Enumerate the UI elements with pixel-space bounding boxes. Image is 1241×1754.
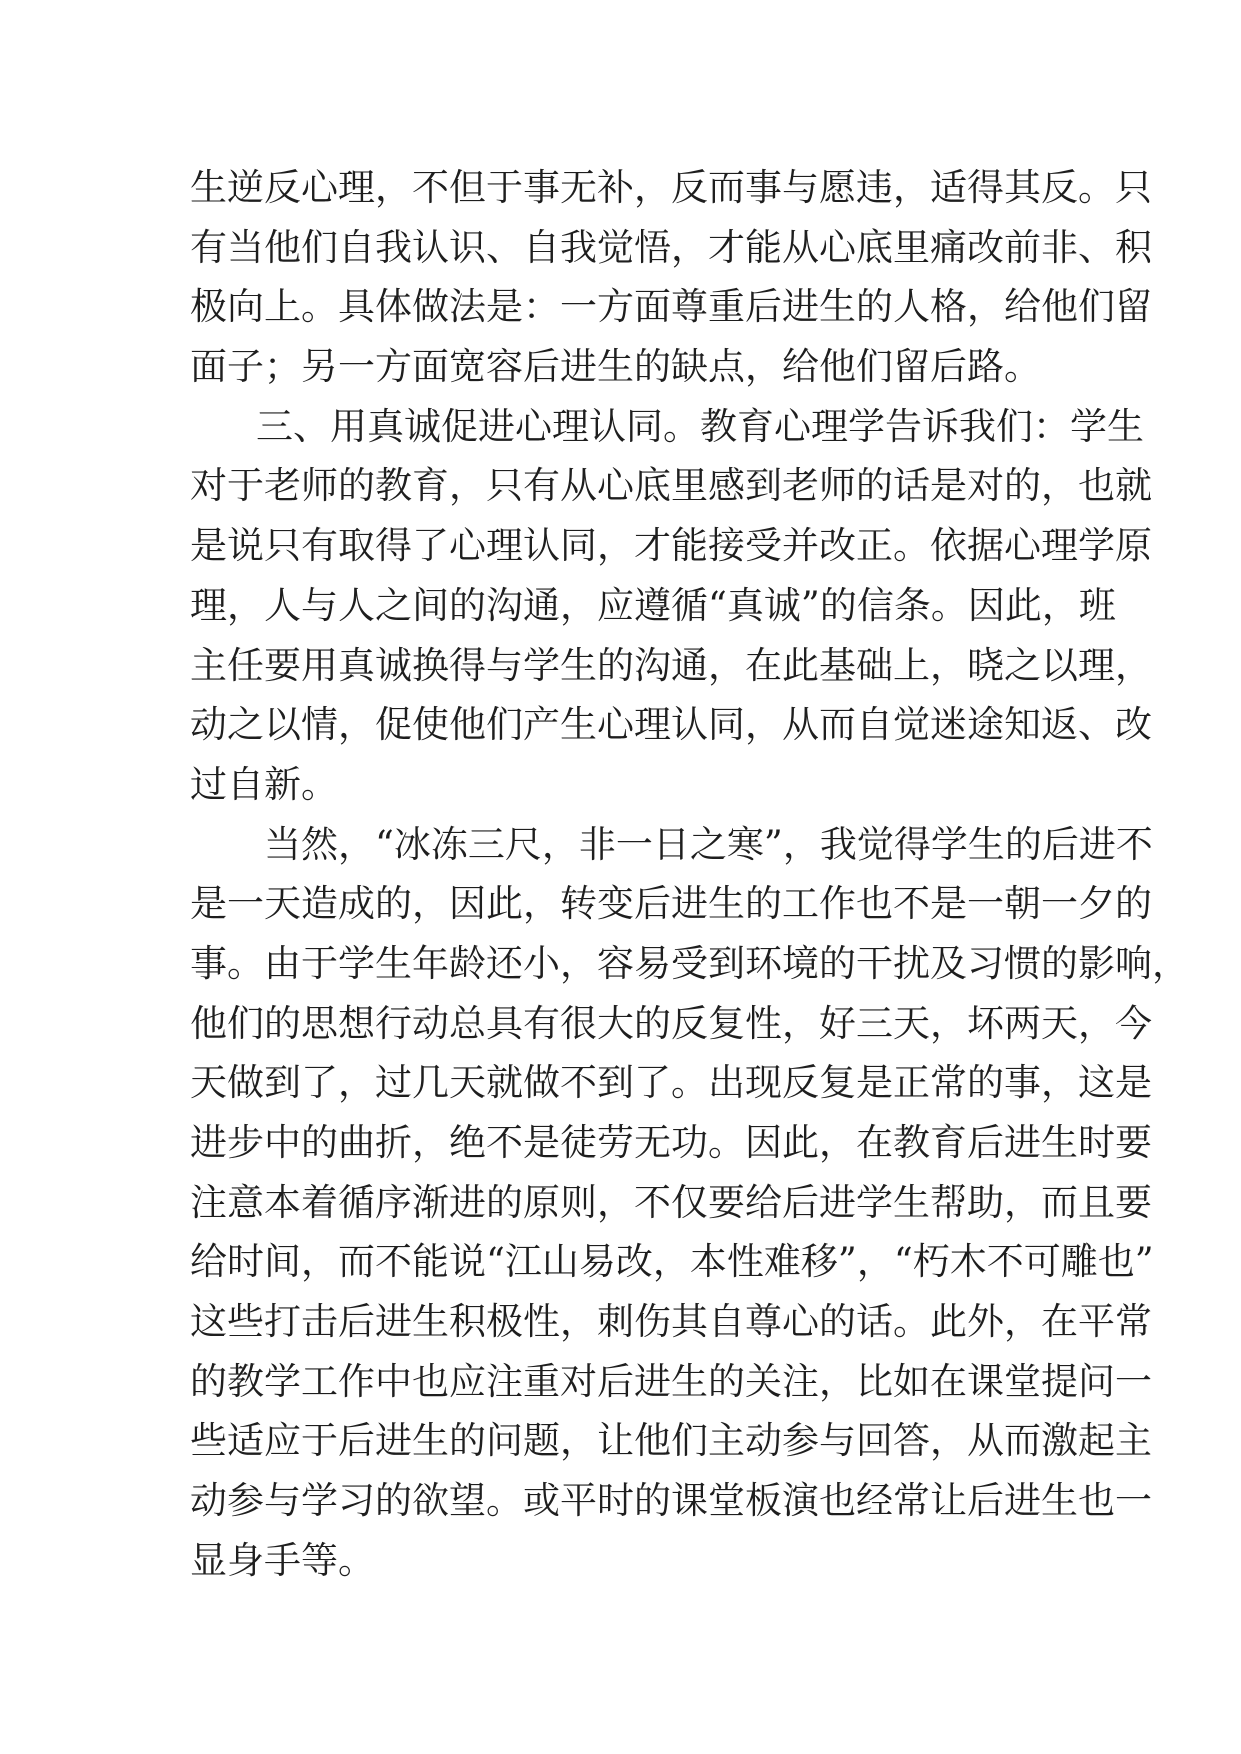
text-line: 显身手等。 [190, 1538, 375, 1582]
text-line: 对于老师的教育，只有从心底里感到老师的话是对的，也就 [190, 464, 1152, 508]
text-line: 天做到了，过几天就做不到了。出现反复是正常的事，这是 [190, 1061, 1152, 1105]
text-line: 动参与学习的欲望。或平时的课堂板演也经常让后进生也一 [190, 1479, 1152, 1523]
text-line: 生逆反心理，不但于事无补，反而事与愿违，适得其反。只 [190, 166, 1152, 209]
text-line: 他们的思想行动总具有很大的反复性，好三天，坏两天，今 [190, 1001, 1152, 1045]
text-line: 事。由于学生年龄还小，容易受到环境的干扰及习惯的影响， [190, 941, 1189, 985]
text-line: 是一天造成的，因此，转变后进生的工作也不是一朝一夕的 [190, 882, 1152, 926]
text-line: 进步中的曲折，绝不是徒劳无功。因此，在教育后进生时要 [190, 1121, 1152, 1164]
text-line: 有当他们自我认识、自我觉悟，才能从心底里痛改前非、积 [190, 225, 1152, 269]
text-line: 过自新。 [190, 762, 338, 806]
text-line: 的教学工作中也应注重对后进生的关注，比如在课堂提问一 [190, 1359, 1152, 1403]
paragraph-first-line: 当然，“冰冻三尺，非一日之寒”，我觉得学生的后进不 [264, 822, 1153, 866]
text-line: 注意本着循序渐进的原则，不仅要给后进学生帮助，而且要 [190, 1180, 1152, 1224]
paragraph-first-line: 三、用真诚促进心理认同。教育心理学告诉我们：学生 [256, 404, 1144, 448]
text-line: 理，人与人之间的沟通，应遵循“真诚”的信条。因此，班 [190, 583, 1116, 627]
body-text [190, 158, 1189, 1591]
text-line: 是说只有取得了心理认同，才能接受并改正。依据心理学原 [190, 524, 1152, 568]
text-line: 面子；另一方面宽容后进生的缺点，给他们留后路。 [190, 345, 1041, 389]
text-line: 极向上。具体做法是：一方面尊重后进生的人格，给他们留 [190, 285, 1152, 329]
text-line: 主任要用真诚换得与学生的沟通，在此基础上，晓之以理， [190, 643, 1152, 687]
text-line: 给时间，而不能说“江山易改，本性难移”，“朽木不可雕也” [190, 1240, 1154, 1284]
text-line: 这些打击后进生积极性，刺伤其自尊心的话。此外，在平常 [190, 1300, 1152, 1344]
text-line: 动之以情，促使他们产生心理认同，从而自觉迷途知返、改 [190, 703, 1152, 747]
text-line: 些适应于后进生的问题，让他们主动参与回答，从而激起主 [190, 1419, 1152, 1463]
